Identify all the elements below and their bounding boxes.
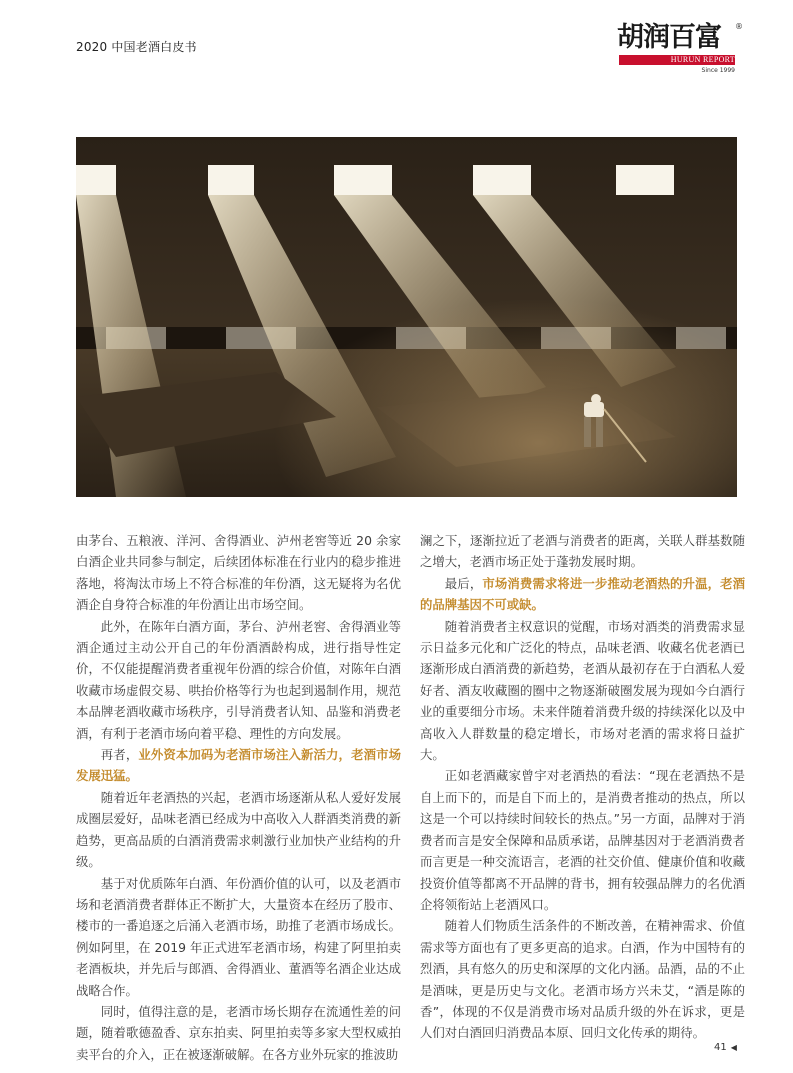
header-title: 2020 中国老酒白皮书 bbox=[76, 40, 197, 54]
paragraph bbox=[76, 744, 401, 787]
hurun-logo bbox=[617, 22, 743, 76]
cellar-photo bbox=[76, 137, 737, 497]
page-number bbox=[714, 1042, 737, 1053]
paragraph: 基于对优质陈年白酒、年份酒价值的认可，以及老酒市场和老酒消费者群体正不断扩大，大量资本在经历了股市、楼市的一番追逐之后涌入老酒市场，助推了老酒市场成长。例如阿里，在 2019 年正式进军老酒市场，构建了阿里拍卖老酒板块，并先后与郎酒、舍得酒业、董酒等名酒企业达成战略合作。 bbox=[76, 875, 401, 998]
paragraph-lead: 最后， bbox=[444, 575, 483, 591]
paragraph: 由茅台、五粮液、洋河、舍得酒业、泸州老窖等近 20 余家白酒企业共同参与制定，后续团体标准在行业内的稳步推进落地，将淘汰市场上不符合标准的年份酒，这无疑将为名优酒企自身符合标准的年份酒让出市场空间。 bbox=[76, 533, 401, 613]
paragraph: 随着消费者主权意识的觉醒，市场对酒类的消费需求显示日益多元化和广泛化的特点，品味老酒、收藏名优老酒已逐渐形成白酒消费的新趋势，老酒从最初存在于白酒私人爱好者、酒友收藏圈的圈中之物逐渐破圈发展为现如今白酒行业的重要细分市场。未来伴随着消费升级的持续深化以及中高收入人群数量的稳定增长，市场对老酒的需求将日益扩大。 bbox=[420, 618, 745, 763]
right-column bbox=[420, 530, 745, 1044]
paragraph-lead: 再者， bbox=[100, 747, 139, 763]
registered-mark: ® bbox=[735, 22, 743, 31]
highlight-text: 业外资本加码为老酒市场注入新活力，老酒市场发展迅猛。 bbox=[76, 747, 402, 784]
paragraph: 随着近年老酒热的兴起，老酒市场逐渐从私人爱好发展成圈层爱好，品味老酒已经成为中高收入人群酒类消费的新趋势，更高品质的白酒消费需求刺激行业加快产业结构的升级。 bbox=[76, 789, 401, 870]
page-number-text: 41 bbox=[714, 1042, 727, 1053]
cellar-illustration bbox=[76, 137, 737, 497]
paragraph: 随着人们物质生活条件的不断改善，在精神需求、价值需求等方面也有了更多更高的追求。白酒，作为中国特有的烈酒，具有悠久的历史和深厚的文化内涵。品酒，品的不止是酒味，更是历史与文化。老酒市场方兴未艾，“酒是陈的香”，体现的不仅是消费市场对品质升级的外在诉求，更是人们对白酒回归消费品本原、回归文化传承的期待。 bbox=[420, 918, 745, 1041]
paragraph bbox=[420, 573, 745, 616]
logo-chinese: 胡润百富 bbox=[617, 22, 721, 53]
logo-since: Since 1999 bbox=[701, 67, 735, 74]
highlight-text: 市场消费需求将进一步推动老酒热的升温，老酒的品牌基因不可或缺。 bbox=[420, 575, 746, 613]
paragraph: 此外，在陈年白酒方面，茅台、泸州老窖、舍得酒业等酒企通过主动公开自己的年份酒酒龄构成，进行指导性定价，不仅能提醒消费者重视年份酒的综合价值，对陈年白酒收藏市场虚假交易、哄抬价格等行为也起到遏制作用，规范本品牌老酒收藏市场秩序，引导消费者认知、品鉴和消费老酒，有利于老酒市场向着平稳、理性的方向发展。 bbox=[76, 618, 401, 741]
paragraph: 澜之下，逐渐拉近了老酒与消费者的距离，关联人群基数随之增大，老酒市场正处于蓬勃发展时期。 bbox=[420, 533, 745, 570]
left-column bbox=[76, 530, 401, 1065]
logo-english: HURUN REPORT bbox=[670, 55, 735, 64]
paragraph: 同时，值得注意的是，老酒市场长期存在流通性差的问题，随着歌德盈香、京东拍卖、阿里拍卖等多家大型权威拍卖平台的介入，正在被逐渐破解。在各方业外玩家的推波助 bbox=[76, 1003, 401, 1062]
triangle-left-icon: ◀ bbox=[730, 1043, 737, 1052]
paragraph: 正如老酒藏家曾宇对老酒热的看法：“现在老酒热不是自上而下的，而是自下而上的，是消费者推动的热点，所以这是一个可以持续时间较长的热点。”另一方面，品牌对于消费者而言是安全保障和品质承诺，品牌基因对于老酒消费者而言更是一种交流语言，老酒的社交价值、健康价值和收藏投资价值等都离不开品牌的背书，拥有较强品牌力的名优酒企将领衔站上老酒风口。 bbox=[420, 768, 745, 912]
